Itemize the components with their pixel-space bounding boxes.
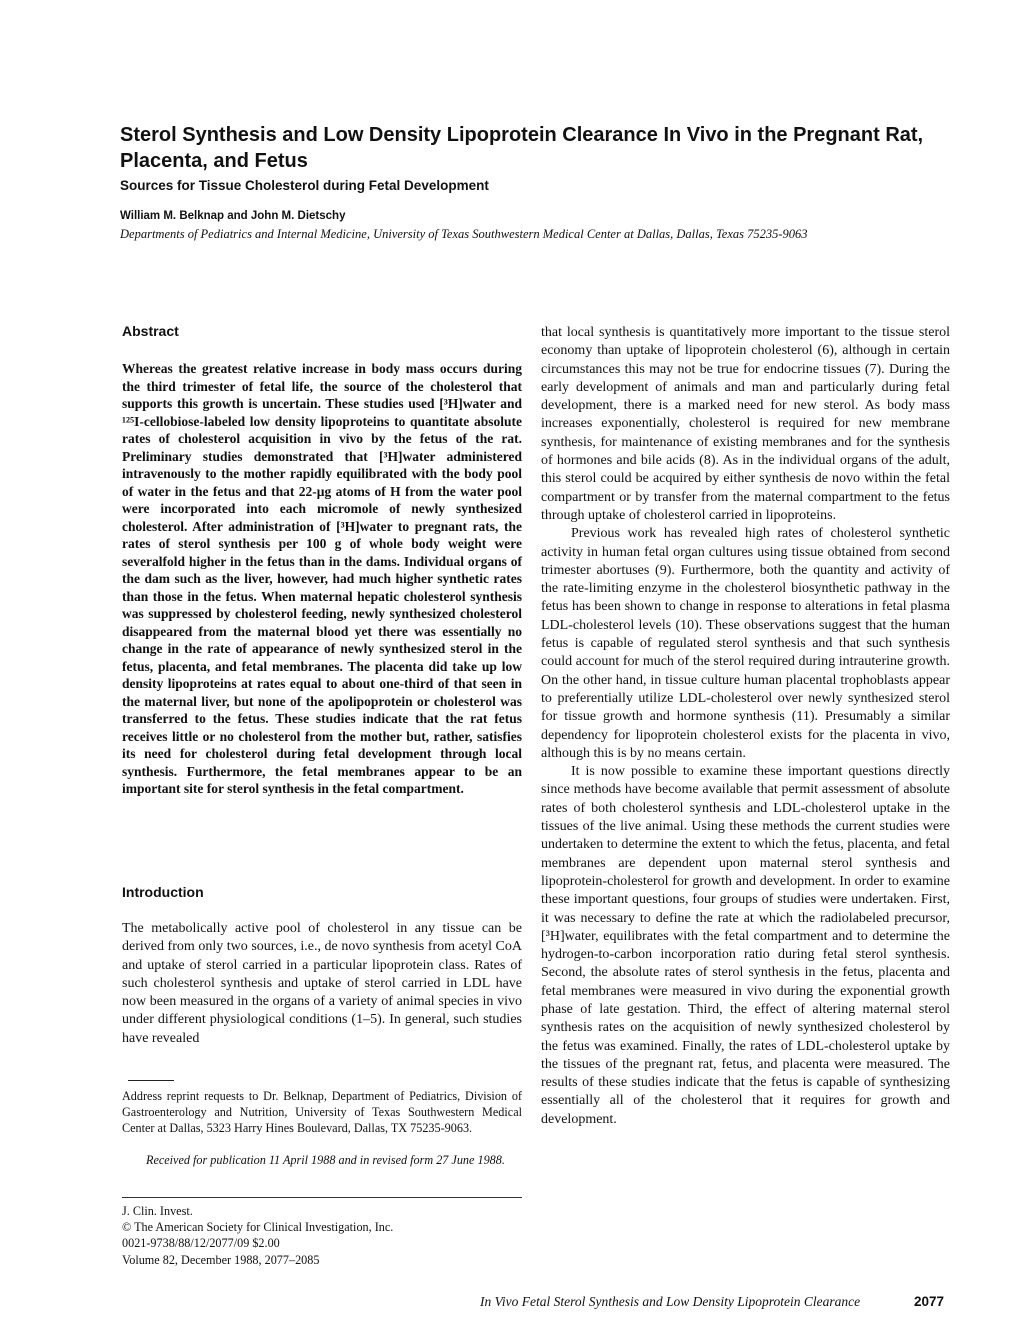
page-number: 2077: [914, 1294, 945, 1309]
footnote-divider: [128, 1080, 174, 1081]
article-title: Sterol Synthesis and Low Density Lipoprotein Clearance In Vivo in the Pregnant Rat, Placenta, and Fetus: [120, 124, 924, 172]
body-paragraph: that local synthesis is quantitatively more important to the tissue sterol economy than uptake of lipoprotein cholesterol (6), although in certain circumstances this may not be true for endocrine tissues (7). During the early development of animals and man and particularly during fetal development, there is a marked need for new sterol. As body mass increases exponentially, cholesterol is required for new membrane synthesis, for maintenance of existing membranes and for the synthesis of hormones and bile acids (8). As in the individual organs of the adult, this sterol could be acquired by either synthesis de novo within the fetal compartment or by transfer from the maternal compartment to the fetus through uptake of cholesterol carried in lipoproteins.: [541, 325, 950, 523]
body-paragraph: It is now possible to examine these important questions directly since methods have become available that permit assessment of absolute rates of both cholesterol synthesis and LDL-cholesterol uptake in the tissues of the live animal. Using these methods the current studies were undertaken to determine the extent to which the fetus, placenta, and fetal membranes are dependent upon maternal sterol synthesis and lipoprotein-cholesterol for growth and development. In order to examine these important questions, four groups of studies were undertaken. First, it was necessary to define the rate at which the radiolabeled precursor, [³H]water, equilibrates with the fetal compartment and to determine the hydrogen-to-carbon incorporation ratio during fetal sterol synthesis. Second, the absolute rates of sterol synthesis in the fetus, placenta and fetal membranes were measured in vivo during the exponential growth phase of late gestation. Third, the effect of altering maternal sterol synthesis rates on the acquisition of newly synthesized cholesterol by the fetus was examined. Finally, the rates of LDL-cholesterol uptake by the tissues of the pregnant rat, fetus, and placenta were measured. The results of these studies indicate that the fetus is capable of synthesizing essentially all of the cholesterol that it requires for growth and development.: [541, 764, 950, 1127]
running-title: In Vivo Fetal Sterol Synthesis and Low Density Lipoprotein Clearance: [480, 1294, 861, 1309]
journal-info: [122, 1203, 522, 1268]
article-subtitle: Sources for Tissue Cholesterol during Fetal Development: [120, 178, 489, 193]
footnote-divider: [122, 1197, 522, 1198]
body-paragraph: Previous work has revealed high rates of cholesterol synthetic activity in human fetal organ cultures using tissue obtained from second trimester abortuses (9). Furthermore, both the quantity and activity of the rate-limiting enzyme in the cholesterol biosynthetic pathway in the fetus has been shown to change in response to alterations in fetal plasma LDL-cholesterol levels (10). These observations suggest that the human fetus is capable of regulated sterol synthesis and that such synthesis could account for much of the sterol required during intrauterine growth. On the other hand, in tissue culture human placental trophoblasts appear to preferentially utilize LDL-cholesterol over newly synthesized sterol for tissue growth and hormone synthesis (11). Presumably a similar dependency for lipoprotein cholesterol exists for the placenta in vivo, although this is by no means certain.: [541, 526, 950, 761]
journal-line: © The American Society for Clinical Investigation, Inc.: [122, 1220, 394, 1235]
reprint-footnote: Address reprint requests to Dr. Belknap, Department of Pediatrics, Division of Gastroenterology and Nutrition, University of Texas Southwestern Medical Center at Dallas, 5323 Harry Hines Boulevard, Dallas, TX 75235-9063.: [122, 1089, 522, 1135]
introduction-text: The metabolically active pool of cholesterol in any tissue can be derived from only two sources, i.e., de novo synthesis from acetyl CoA and uptake of sterol carried in a particular lipoprotein class. Rates of such cholesterol synthesis and uptake of sterol carried in LDL have now been measured in the organs of a variety of animal species in vivo under different physiological conditions (1–5). In general, such studies have revealed: [122, 921, 522, 1046]
abstract-text: Whereas the greatest relative increase in body mass occurs during the third trimester of fetal life, the source of the cholesterol that supports this growth is uncertain. These studies used [³H]water and ¹²⁵I-cellobiose-labeled low density lipoproteins to quantitate absolute rates of cholesterol acquisition in vivo by the fetus of the rat. Preliminary studies demonstrated that [³H]water administered intravenously to the mother rapidly equilibrated with the body pool of water in the fetus and that 22-μg atoms of H from the water pool were incorporated into each micromole of newly synthesized cholesterol. After administration of [³H]water to pregnant rats, the rates of sterol synthesis per 100 g of whole body weight were severalfold higher in the fetus than in the dams. Individual organs of the dam such as the liver, however, had much higher synthetic rates than those in the fetus. When maternal hepatic cholesterol synthesis was suppressed by cholesterol feeding, newly synthesized cholesterol disappeared from the maternal blood yet there was essentially no change in the rate of appearance of newly synthesized sterol in the fetus, placenta, and fetal membranes. The placenta did take up low density lipoproteins at rates equal to about one-third of that seen in the maternal liver, but none of the apolipoprotein or cholesterol was transferred to the fetus. These studies indicate that the rat fetus receives little or no cholesterol from the mother but, rather, satisfies its need for cholesterol during fetal development through local synthesis. Furthermore, the fetal membranes appear to be an important site for sterol synthesis in the fetal compartment.: [122, 361, 522, 796]
abstract-heading: Abstract: [122, 323, 179, 339]
authors: William M. Belknap and John M. Dietschy: [120, 210, 346, 222]
affiliation: Departments of Pediatrics and Internal Medicine, University of Texas Southwestern Medical Center at Dallas, Dallas, Texas 75235-9063: [120, 227, 808, 241]
journal-line: 0021-9738/88/12/2077/09 $2.00: [122, 1236, 280, 1251]
journal-line: Volume 82, December 1988, 2077–2085: [122, 1252, 320, 1267]
received-footnote: Received for publication 11 April 1988 and in revised form 27 June 1988.: [146, 1153, 505, 1167]
introduction-heading: Introduction: [122, 884, 204, 900]
journal-line: J. Clin. Invest.: [122, 1204, 193, 1218]
right-column: [541, 324, 950, 1129]
